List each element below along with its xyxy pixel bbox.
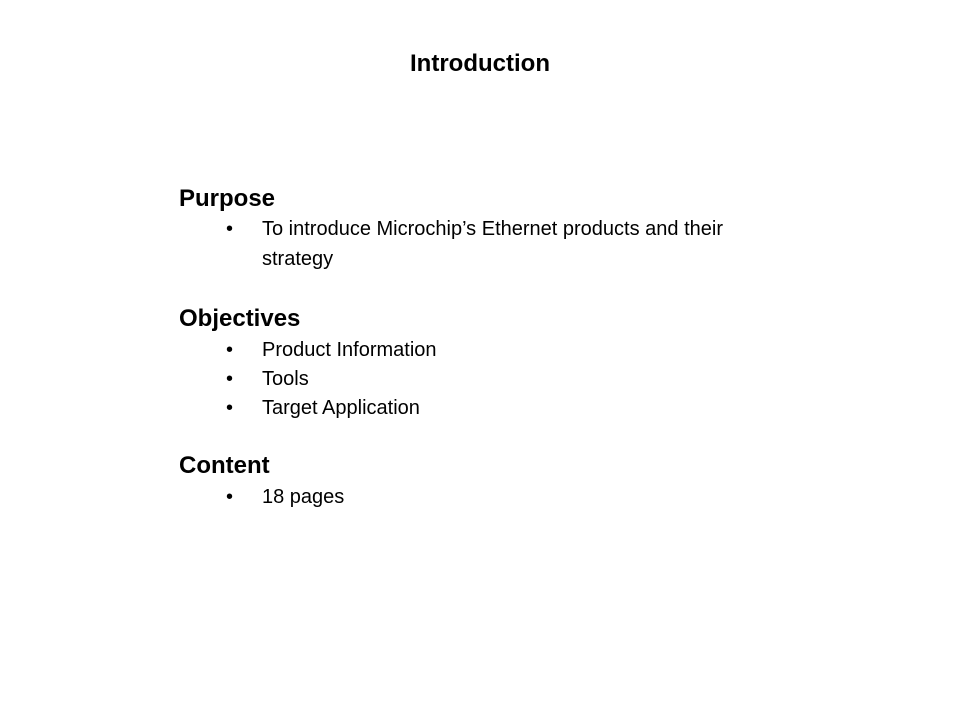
slide-title: Introduction [410,50,550,77]
bullet-item: • Product Information [179,336,782,365]
bullet-item: • To introduce Microchip’s Ethernet products and their strategy [179,214,782,274]
section-objectives [179,304,819,423]
bullet-list-purpose [179,214,819,274]
bullet-item: • Tools [179,365,782,394]
section-purpose [179,184,819,274]
section-content [179,451,819,512]
section-heading-content: Content [179,452,270,479]
section-heading-purpose: Purpose [179,185,276,212]
bullet-item: • 18 pages [179,483,782,512]
bullet-list-content [179,483,819,512]
bullet-list-objectives [179,336,819,423]
section-heading-objectives: Objectives [179,305,301,332]
bullet-item: • Target Application [179,394,782,423]
